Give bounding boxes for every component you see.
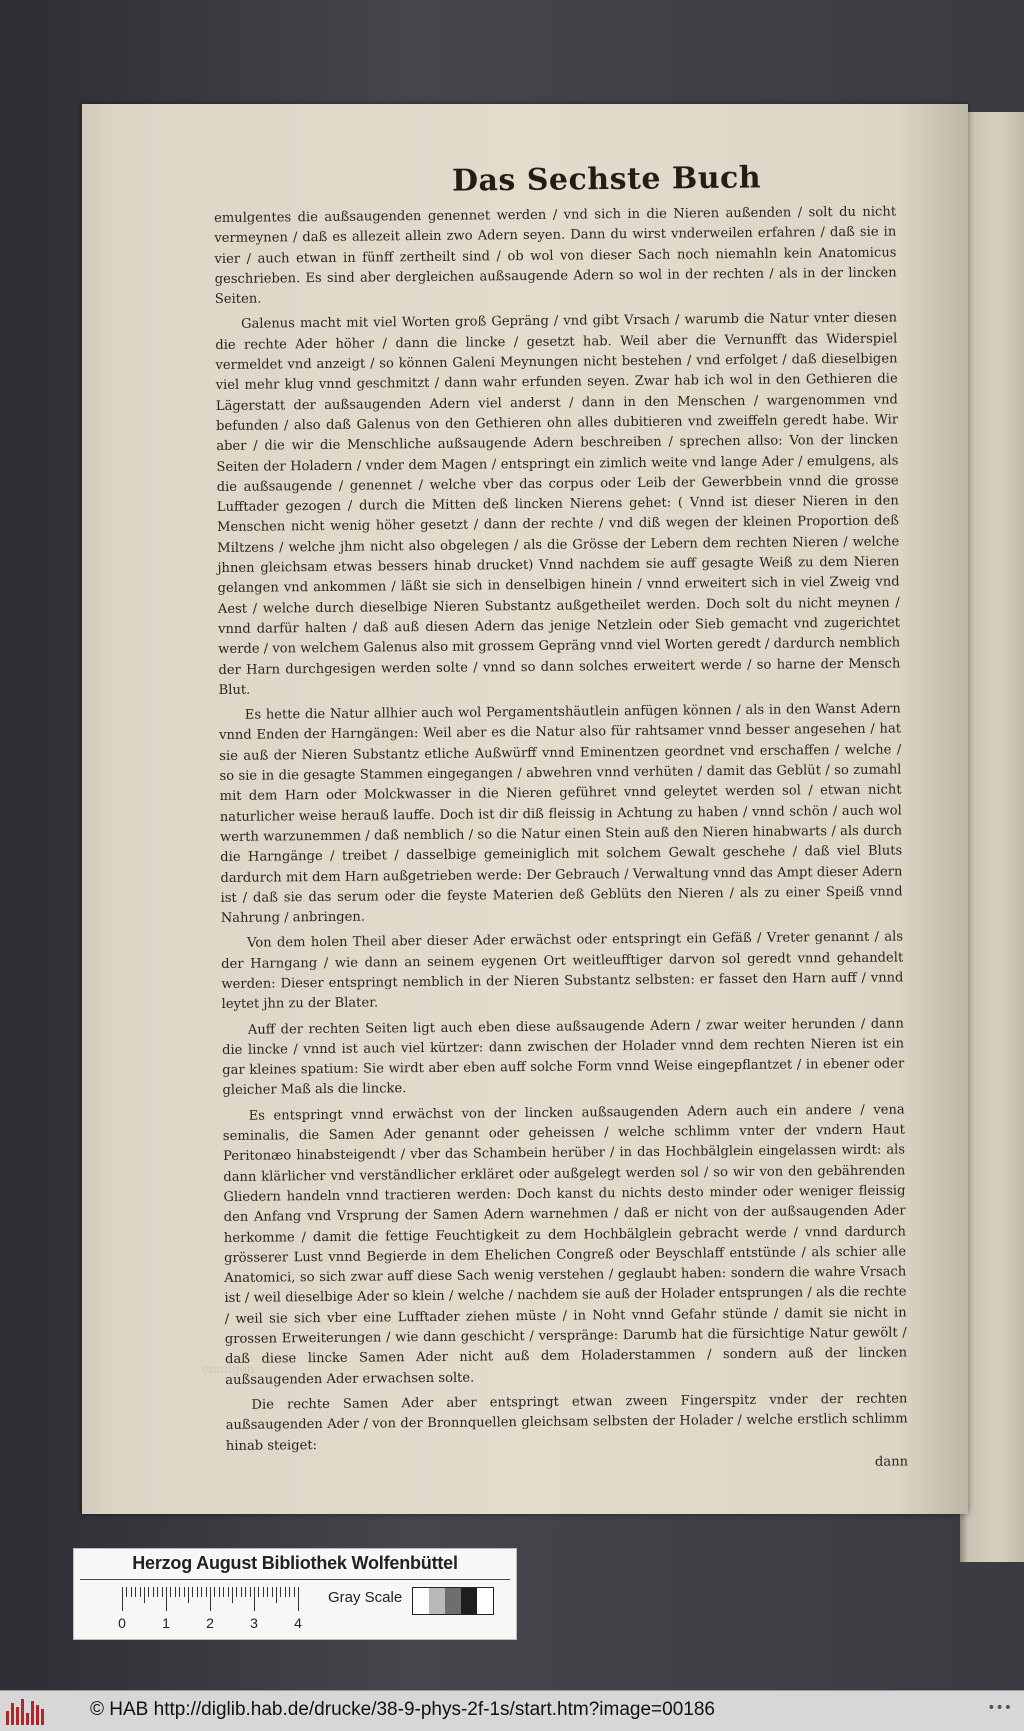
paragraph: Es entspringt vnnd erwächst von der lincken außsaugenden Adern auch ein andere / vena seminalis, die Samen Ader genannt oder geheissen / welche schlimm vnter der vndern Haut Peritonæo hinabsteigendt / vber das Schambein herüber / in das Hochbälglein eingelassen wirdt: als dann klärlicher vnd verständlicher erkläret oder außgelegt werden sol / so wir von den gebährenden Gliedern handeln vnnd tractieren werden: Doch kanst du nichts desto minder oder weniger fleissig den Anfang vnd Vrsprung der Samen Adern warnehmen / daß er nicht von der außsaugenden Ader herkomme / damit die fettige Feuchtigkeit zu dem Hochbälglein gebracht werde / vnnd dardurch grösserer Lust vnnd Begierde in dem Ehelichen Congreß oder Beyschlaff entstünde / als schier alle Anatomici, so sich zwar auff diese Sach wenig verstehen / geglaubt haben: sondern die wahre Vrsach ist / weil dieselbige Ader so klein / welche / nachdem sie auß der Holader entsprungen / als die rechte / weil sie sich vber eine Lufftader ziehen müste / in Noht vnnd Gefahr stünde / damit sie nicht in grossen Erweiterungen / wie dann geschicht / verspränge: Darumb hat die fürsichtige Natur gewölt / daß diese lincke Samen Ader nicht auß dem Holaderstammen / sondern auß der lincken außsaugenden Ader erwachsen solte. [222, 1102, 908, 1388]
gray-swatch [445, 1588, 461, 1614]
ruler-tick [140, 1587, 141, 1597]
ruler-tick [210, 1587, 211, 1611]
logo-bar [41, 1709, 44, 1725]
ruler-tick [131, 1587, 132, 1597]
ruler-tick [126, 1587, 127, 1597]
page-body [214, 202, 908, 1479]
ruler-tick [153, 1587, 154, 1597]
ruler-tick [285, 1587, 286, 1597]
ruler-number: 0 [118, 1615, 126, 1631]
ruler-tick [298, 1587, 299, 1611]
ruler-tick [179, 1587, 180, 1597]
ruler-tick [184, 1587, 185, 1597]
viewer-footer [0, 1690, 1024, 1731]
more-options-icon[interactable]: ••• [987, 1700, 1012, 1716]
ruler-tick [166, 1587, 167, 1611]
ruler-tick [241, 1587, 242, 1597]
gray-swatch [429, 1588, 445, 1614]
paragraph: Die rechte Samen Ader aber entspringt etwan zween Fingerspitz vnder der rechten außsaugenden Ader / von der Bronnquellen gleichsam selbsten der Holader / welche erstlich schlimm hinab steiget: [225, 1391, 908, 1454]
gray-swatch [461, 1588, 477, 1614]
ruler-tick [280, 1587, 281, 1597]
logo-bar [11, 1703, 14, 1725]
ruler-number: 2 [206, 1615, 214, 1631]
ruler-tick [201, 1587, 202, 1597]
ruler-tick [192, 1587, 193, 1597]
source-url[interactable]: © HAB http://diglib.hab.de/drucke/38-9-phys-2f-1s/start.htm?image=00186 [90, 1699, 715, 1720]
ruler-tick [162, 1587, 163, 1597]
logo-bar [31, 1701, 34, 1725]
ruler-tick [250, 1587, 251, 1597]
ruler-tick [122, 1587, 123, 1611]
ruler-tick [232, 1587, 233, 1603]
ruler-tick [214, 1587, 215, 1597]
paragraph: Auff der rechten Seiten ligt auch eben diese außsaugende Adern / zwar weiter herunden / dann die lincke / vnnd ist auch viel kürtzer: dann zwischen der Holader vnnd dem rechten Nieren ist ein gar kleines spatium: Sie wirdt aber eben auff solche Form vnnd Weise eingepflantzet / in ebener oder gleicher Maß als die lincke. [222, 1015, 905, 1099]
gray-swatch [477, 1588, 493, 1614]
ruler-tick [267, 1587, 268, 1597]
logo-bar [16, 1707, 19, 1725]
ruler-number: 3 [250, 1615, 258, 1631]
archive-color-card [73, 1548, 517, 1640]
paragraph: Von dem holen Theil aber dieser Ader erwächst oder entspringt ein Gefäß / Vreter genannt / als der Harngang / wie dann an seinem eygenen Ort weitleufftiger darvon sol geredt vnnd gehandelt werden: Dieser entspringt nemblich in der Nieren Substantz selbsten: er fasset den Harn auff / vnnd leytet jhn zu der Blater. [221, 929, 904, 1013]
ruler-tick [258, 1587, 259, 1597]
gray-swatch [413, 1588, 429, 1614]
ruler-tick [254, 1587, 255, 1611]
ruler-tick [245, 1587, 246, 1597]
ruler-tick [157, 1587, 158, 1597]
logo-bar [26, 1713, 29, 1725]
logo-bar [21, 1699, 24, 1725]
paragraph: emulgentes die außsaugenden genennet werden / vnd sich in die Nieren außenden / solt du nicht vermeynen / daß es allezeit allein zwo Adern seyen. Dann du wirst vnderweilen erfahren / daß sie in vier / auch etwan in fünff zertheilt sind / ob wol von dieser Sach noch niemahln kein Anatomicus geschrieben. Es sind aber dergleichen außsaugende Adern so wol in der rechten / als in der lincken Seiten. [214, 204, 897, 308]
card-divider [80, 1579, 510, 1580]
ruler-tick [219, 1587, 220, 1597]
ruler-tick [206, 1587, 207, 1597]
ruler-tick [135, 1587, 136, 1597]
ruler-tick [236, 1587, 237, 1597]
adjacent-page-edge [960, 112, 1024, 1562]
ruler-tick [276, 1587, 277, 1603]
scale-ruler [118, 1587, 322, 1631]
hab-logo-icon[interactable] [6, 1697, 48, 1725]
ruler-tick [228, 1587, 229, 1597]
logo-bar [36, 1705, 39, 1725]
ruler-tick [294, 1587, 295, 1597]
ruler-number: 1 [162, 1615, 170, 1631]
running-head: Das Sechste Buch [451, 160, 762, 199]
bleed-through-text: emulgen [202, 1362, 255, 1376]
ruler-tick [272, 1587, 273, 1597]
ruler-tick [144, 1587, 145, 1603]
ruler-tick [263, 1587, 264, 1597]
gray-scale-label: Gray Scale [328, 1589, 403, 1606]
paragraph: Es hette die Natur allhier auch wol Pergamentshäutlein anfügen können / als in den Wanst Adern vnnd Enden der Harngängen: Weil aber es die Natur also für rahtsamer vnnd besser angesehen / hat sie auß der Nieren Substantz etliche Außwürff vnnd Eminentzen geordnet vnd erschaffen / welche / so sie in die gesagte Stammen eingegangen / abwehren vnnd verhüten / damit das Geblüt / so zumahl mit dem Harn oder Molckwasser in die Nieren geführet vnnd geleytet werden sol / etwan nicht naturlicher weise herauß lauffe. Doch ist dir diß fleissig in Achtung zu haben / vnnd schön / auch wol werth warzunemmen / daß nemblich / so die Natur einen Stein auß den Nieren hinabwarts / als durch die Harngänge / treibet / dasselbige gemeiniglich mit solchem Gewalt geschehe / daß viel Bluts dardurch mit dem Harn außgetrieben werde: Der Gebrauch / Verwaltung vnnd das Ampt dieser Adern ist / daß sie das serum oder die feyste Materien deß Geblüts den Nieren / als zu einer Speiß vnnd Nahrung / anbringen. [218, 701, 903, 927]
ruler-tick [175, 1587, 176, 1597]
library-name: Herzog August Bibliothek Wolfenbüttel [132, 1553, 458, 1573]
logo-bar [6, 1711, 9, 1725]
ruler-tick [170, 1587, 171, 1597]
paragraph: Galenus macht mit viel Worten groß Gepräng / vnd gibt Vrsach / warumb die Natur vnter diesen die rechte Ader höher / dann die lincke / gesetzt hab. Weil aber die Vernunfft das Widerspiel vermeldet vnd anzeigt / so können Galeni Meynungen nicht bestehen / vnd erfolget / daß dieselbigen viel mehr klug vnnd geschmitzt / dann wahr erfunden seyen. Zwar hab ich wol in den Gethieren die Lägerstatt der außsaugenden Adern viel anderst / dann in den Menschen / wargenommen vnd befunden / also daß Galenus von den Gethieren ohn alles dubitieren vnd zweiffeln geredt habe. Wir aber / die wir die Menschliche außsaugende Adern beschreiben / sprechen allso: Von der lincken Seiten der Holadern / vnder dem Magen / entspringt ein zimlich weite vnd lange Ader / emulgens, als die außsaugende / genennet / welche vber das corpus oder Leib der Gewerbbein vnnd die grosse Lufftader gezogen / durch die Mitten deß lincken Nierens gehet: ( Vnnd ist dieser Nieren in den Menschen nicht wenig höher gesetzt / dann der rechte / vnd diß wegen der kleinen Proportion deß Miltzens / welche jhm nicht also obgelegen / als die Grösse der Lebern dem rechten Nieren / welche jhnen gleichsam etwas bessers hinab drucket) Vnnd nachdem sie auff gesagte Weiß zu dem Nieren gelangen vnd ankommen / läßt sie sich in denselbigen hinein / vnnd erweitert sich in viel Zweig vnd Aest / welche durch dieselbige Nieren Substantz außgetheilet werden. Doch solt du nicht meynen / vnnd darfür halten / daß auß diesen Adern das jenige Netzlein oder Sieb gemacht vnd zugerichtet werde / von welchem Galenus also mit grossem Gepräng vnnd viel Worten geredt / dardurch nemblich der Harn durchgesigen werden solte / vnnd so dann solches erweitert werde / so harne der Mensch Blut. [215, 310, 901, 698]
ruler-tick [148, 1587, 149, 1597]
gray-scale-swatches [412, 1587, 494, 1615]
catchword: dann [874, 1454, 909, 1470]
ruler-tick [188, 1587, 189, 1603]
ruler-number: 4 [294, 1615, 302, 1631]
ruler-tick [223, 1587, 224, 1597]
ruler-tick [197, 1587, 198, 1597]
book-page [82, 104, 968, 1514]
ruler-tick [289, 1587, 290, 1597]
